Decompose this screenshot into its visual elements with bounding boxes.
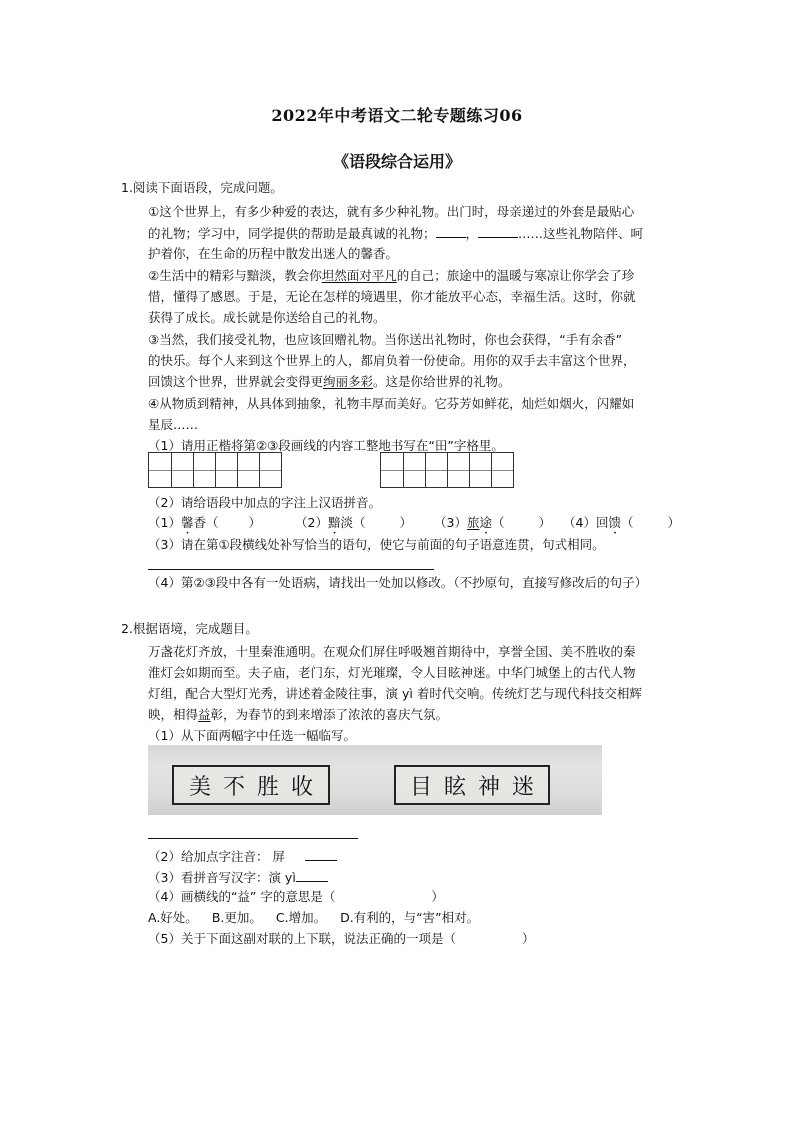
q1-paragraph-3-line-1: ③当然，我们接受礼物，也应该回赠礼物。当你送出礼物时，你也会获得，“手有余香”	[148, 332, 623, 347]
underlined-phrase-1: 坦然面对平凡	[321, 268, 397, 283]
q1-sub-question-4: （4）第②③段中各有一处语病，请找出一处加以修改。（不抄原句，直接写修改后的句子）	[148, 575, 648, 590]
hanzi-blank[interactable]	[296, 869, 328, 882]
q1-paragraph-3-line-2: 的快乐。每个人来到这个世界上的人，都肩负着一份使命。用你的双手去丰富这个世界，	[148, 353, 636, 368]
q2-paragraph-line-2: 淮灯会如期而至。夫子庙，老门东，灯光璀璨，令人目眩神迷。中华门城堡上的古代人物	[148, 665, 636, 680]
q1-sub-question-1: （1）请用正楷将第②③段画线的内容工整地书写在“田”字格里。	[148, 438, 504, 453]
q1-sub-question-3: （3）请在第①段横线处补写恰当的语句，使它与前面的句子语意连贯，句式相同。	[148, 537, 605, 552]
writing-grid-left[interactable]	[148, 452, 282, 488]
underlined-phrase-2: 绚丽多彩	[323, 374, 374, 389]
answer-line-2[interactable]	[148, 838, 358, 839]
q2-sub-question-1: （1）从下面两幅字中任选一幅临写。	[148, 728, 356, 743]
q1-paragraph-2-line-2: 惜，懂得了感恩。于是，无论在怎样的境遇里，你才能放平心态，幸福生活。这时，你就	[148, 289, 636, 304]
q2-paragraph-line-1: 万盏花灯齐放，十里秦淮通明。在观众们屏住呼吸翘首期待中，享誉全国、美不胜收的秦	[148, 644, 636, 659]
document-subtitle: 《语段综合运用》	[332, 152, 461, 171]
underlined-character: 益	[198, 707, 211, 722]
q1-sub-question-2: （2）请给语段中加点的字注上汉语拼音。	[148, 495, 381, 510]
q1-paragraph-2-line-3: 获得了成长。成长就是你送给自己的礼物。	[148, 310, 386, 325]
q2-sub-question-2: （2）给加点字注音： 屏	[148, 848, 337, 865]
q1-paragraph-4-line-1: ④从物质到精神，从具体到抽象，礼物丰厚而美好。它芬芳如鲜花，灿烂如烟火，闪耀如	[148, 396, 635, 411]
q1-paragraph-1-line-1: ①这个世界上，有多少种爱的表达，就有多少种礼物。出门时，母亲递过的外套是最贴心	[148, 204, 635, 219]
q1-paragraph-1-line-2: 的礼物；学习中，同学提供的帮助是最真诚的礼物； ， ……这些礼物陪伴、呵	[148, 226, 644, 241]
q2-paragraph-line-3: 灯组，配合大型灯光秀，讲述着金陵往事，演 yì 着时代交响。传统灯艺与现代科技交相辉	[148, 686, 642, 701]
q1-paragraph-3-line-3: 回馈这个世界，世界就会变得更绚丽多彩。这是你给世界的礼物。	[148, 374, 511, 389]
q2-heading: 2.根据语境，完成题目。	[121, 621, 258, 636]
document-title: 2022年中考语文二轮专题练习06	[271, 106, 523, 125]
fill-blank-1[interactable]	[436, 225, 466, 238]
q1-paragraph-4-line-2: 星辰……	[148, 417, 199, 432]
writing-grid-right[interactable]	[380, 452, 514, 488]
q2-sub-question-3: （3）看拼音写汉字：演 yì	[148, 869, 328, 886]
option-c[interactable]: C.增加。	[275, 910, 327, 925]
pinyin-items-row: （1）馨香（ ） （2）黯淡（ ） （3）旅途（ ） （4）回馈（ ）	[148, 515, 681, 530]
q1-paragraph-2-line-1: ②生活中的精彩与黯淡，教会你坦然面对平凡的自己；旅途中的温暖与寒凉让你学会了珍	[148, 268, 635, 283]
q2-options-row	[148, 910, 479, 926]
calligraphy-photo	[148, 745, 602, 815]
q2-paragraph-line-4: 映，相得益彰，为春节的到来增添了浓浓的喜庆气氛。	[148, 707, 449, 722]
fill-blank-2[interactable]	[478, 225, 518, 238]
option-b[interactable]: B.更加。	[211, 910, 262, 925]
q2-sub-question-4: （4）画横线的“益” 字的意思是（ ）	[148, 889, 444, 904]
q1-paragraph-1-line-3: 护着你，在生命的历程中散发出迷人的馨香。	[148, 246, 399, 261]
q1-heading: 1.阅读下面语段，完成问题。	[121, 180, 283, 195]
option-d[interactable]: D.有利的，与“害”相对。	[340, 910, 480, 925]
q2-sub-question-5: （5）关于下面这副对联的上下联，说法正确的一项是（ ）	[148, 931, 535, 946]
option-a[interactable]: A.好处。	[148, 910, 198, 925]
calligraphy-sample-left: 美不胜收	[172, 765, 330, 805]
pinyin-blank[interactable]	[305, 848, 337, 861]
calligraphy-sample-right: 目眩神迷	[394, 765, 550, 805]
answer-line-1[interactable]	[148, 569, 434, 570]
